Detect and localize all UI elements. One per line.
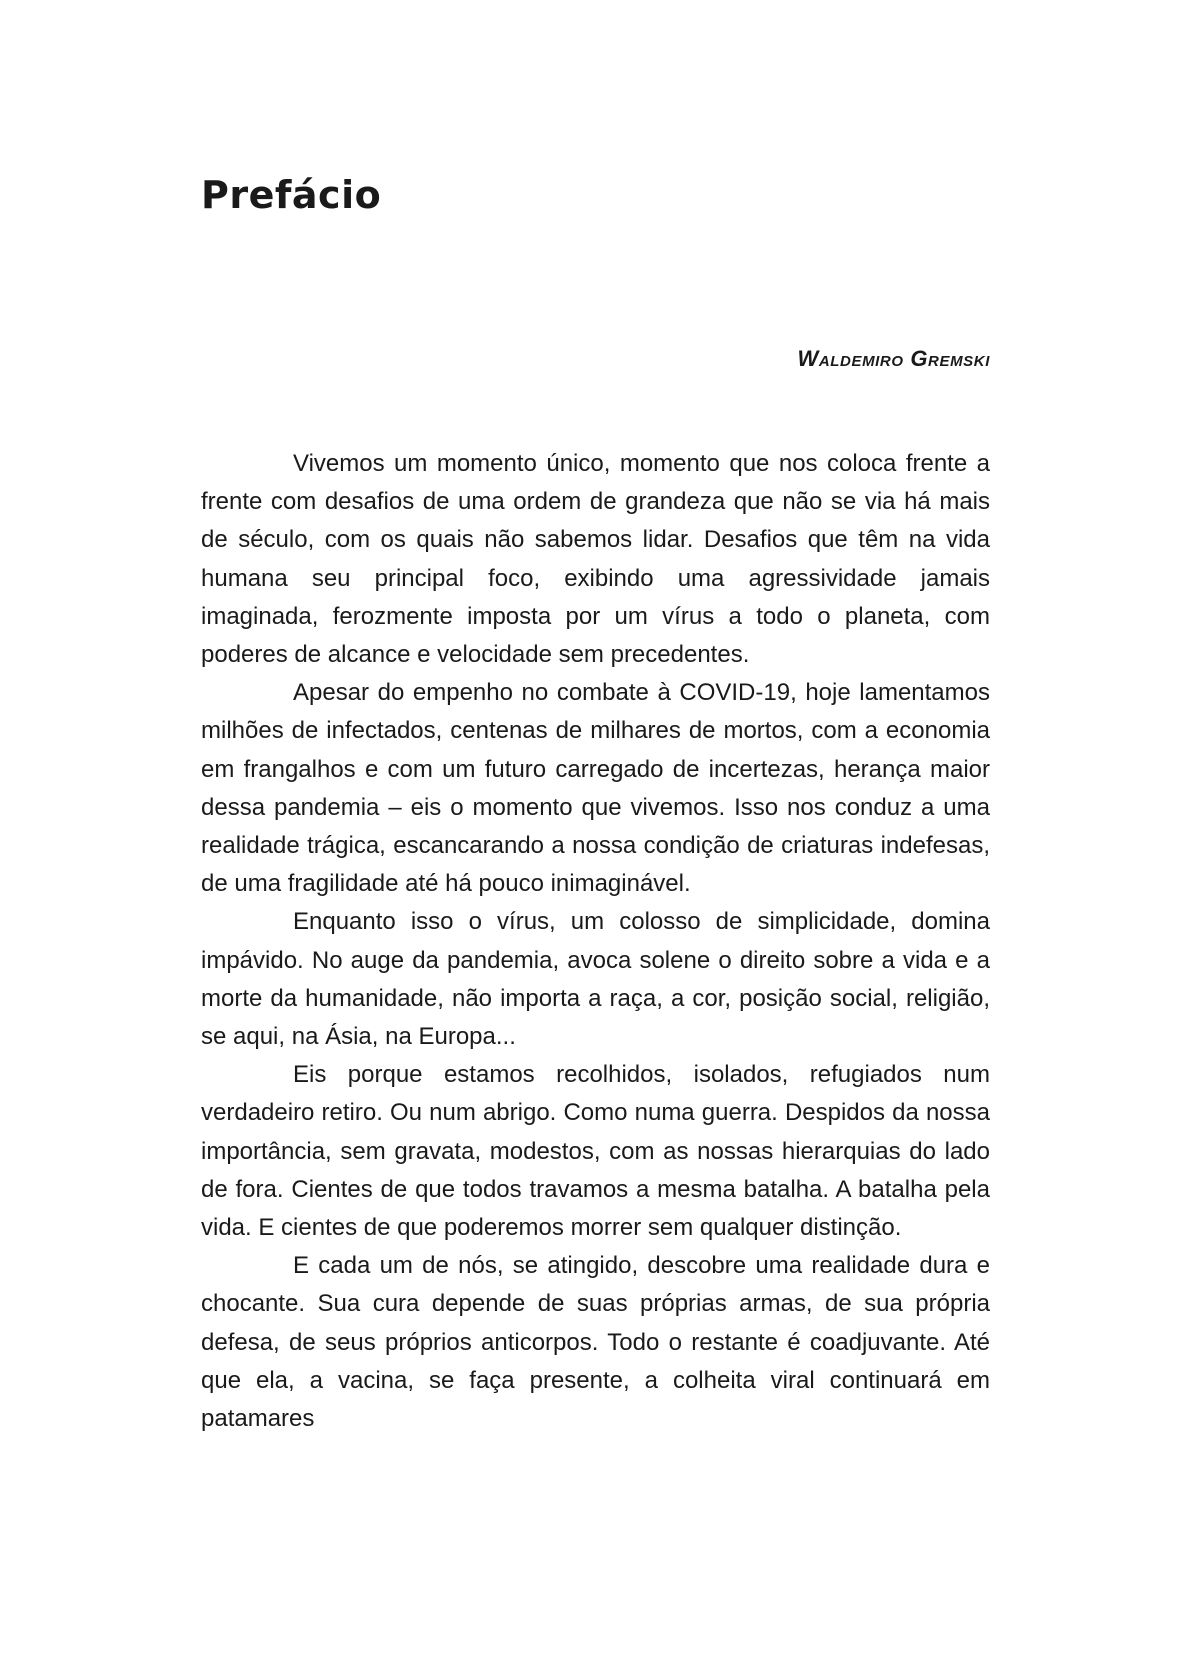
paragraph-1: Vivemos um momento único, momento que nos coloca frente a frente com desafios de uma ordem de grandeza que não se via há mais de século, com os quais não sabemos lidar. Desafios que têm na vida humana seu principal foco, exibindo uma agressividade jamais imaginada, ferozmente imposta por um vírus a todo o planeta, com poderes de alcance e velocidade sem precedentes.	[201, 450, 990, 669]
body-text	[201, 445, 990, 1438]
author-name: Waldemiro Gremski	[797, 346, 990, 371]
paragraph-5: E cada um de nós, se atingido, descobre uma realidade dura e chocante. Sua cura depende de suas próprias armas, de sua própria defesa, de seus próprios anticorpos. Todo o restante é coadjuvante. Até que ela, a vacina, se faça presente, a colheita viral continuará em patamares	[201, 1252, 990, 1433]
page-title: Prefácio	[201, 173, 382, 217]
paragraph-2: Apesar do empenho no combate à COVID-19, hoje lamentamos milhões de infectados, centenas de milhares de mortos, com a economia em frangalhos e com um futuro carregado de incertezas, herança maior dessa pandemia – eis o momento que vivemos. Isso nos conduz a uma realidade trágica, escancarando a nossa condição de criaturas indefesas, de uma fragilidade até há pouco inimaginável.	[201, 679, 990, 898]
paragraph-4: Eis porque estamos recolhidos, isolados, refugiados num verdadeiro retiro. Ou num abrigo. Como numa guerra. Despidos da nossa importância, sem gravata, modestos, com as nossas hierarquias do lado de fora. Cientes de que todos travamos a mesma batalha. A batalha pela vida. E cientes de que poderemos morrer sem qualquer distinção.	[201, 1061, 990, 1242]
paragraph-3: Enquanto isso o vírus, um colosso de simplicidade, domina impávido. No auge da pandemia, avoca solene o direito sobre a vida e a morte da humanidade, não importa a raça, a cor, posição social, religião, se aqui, na Ásia, na Europa...	[201, 908, 990, 1051]
